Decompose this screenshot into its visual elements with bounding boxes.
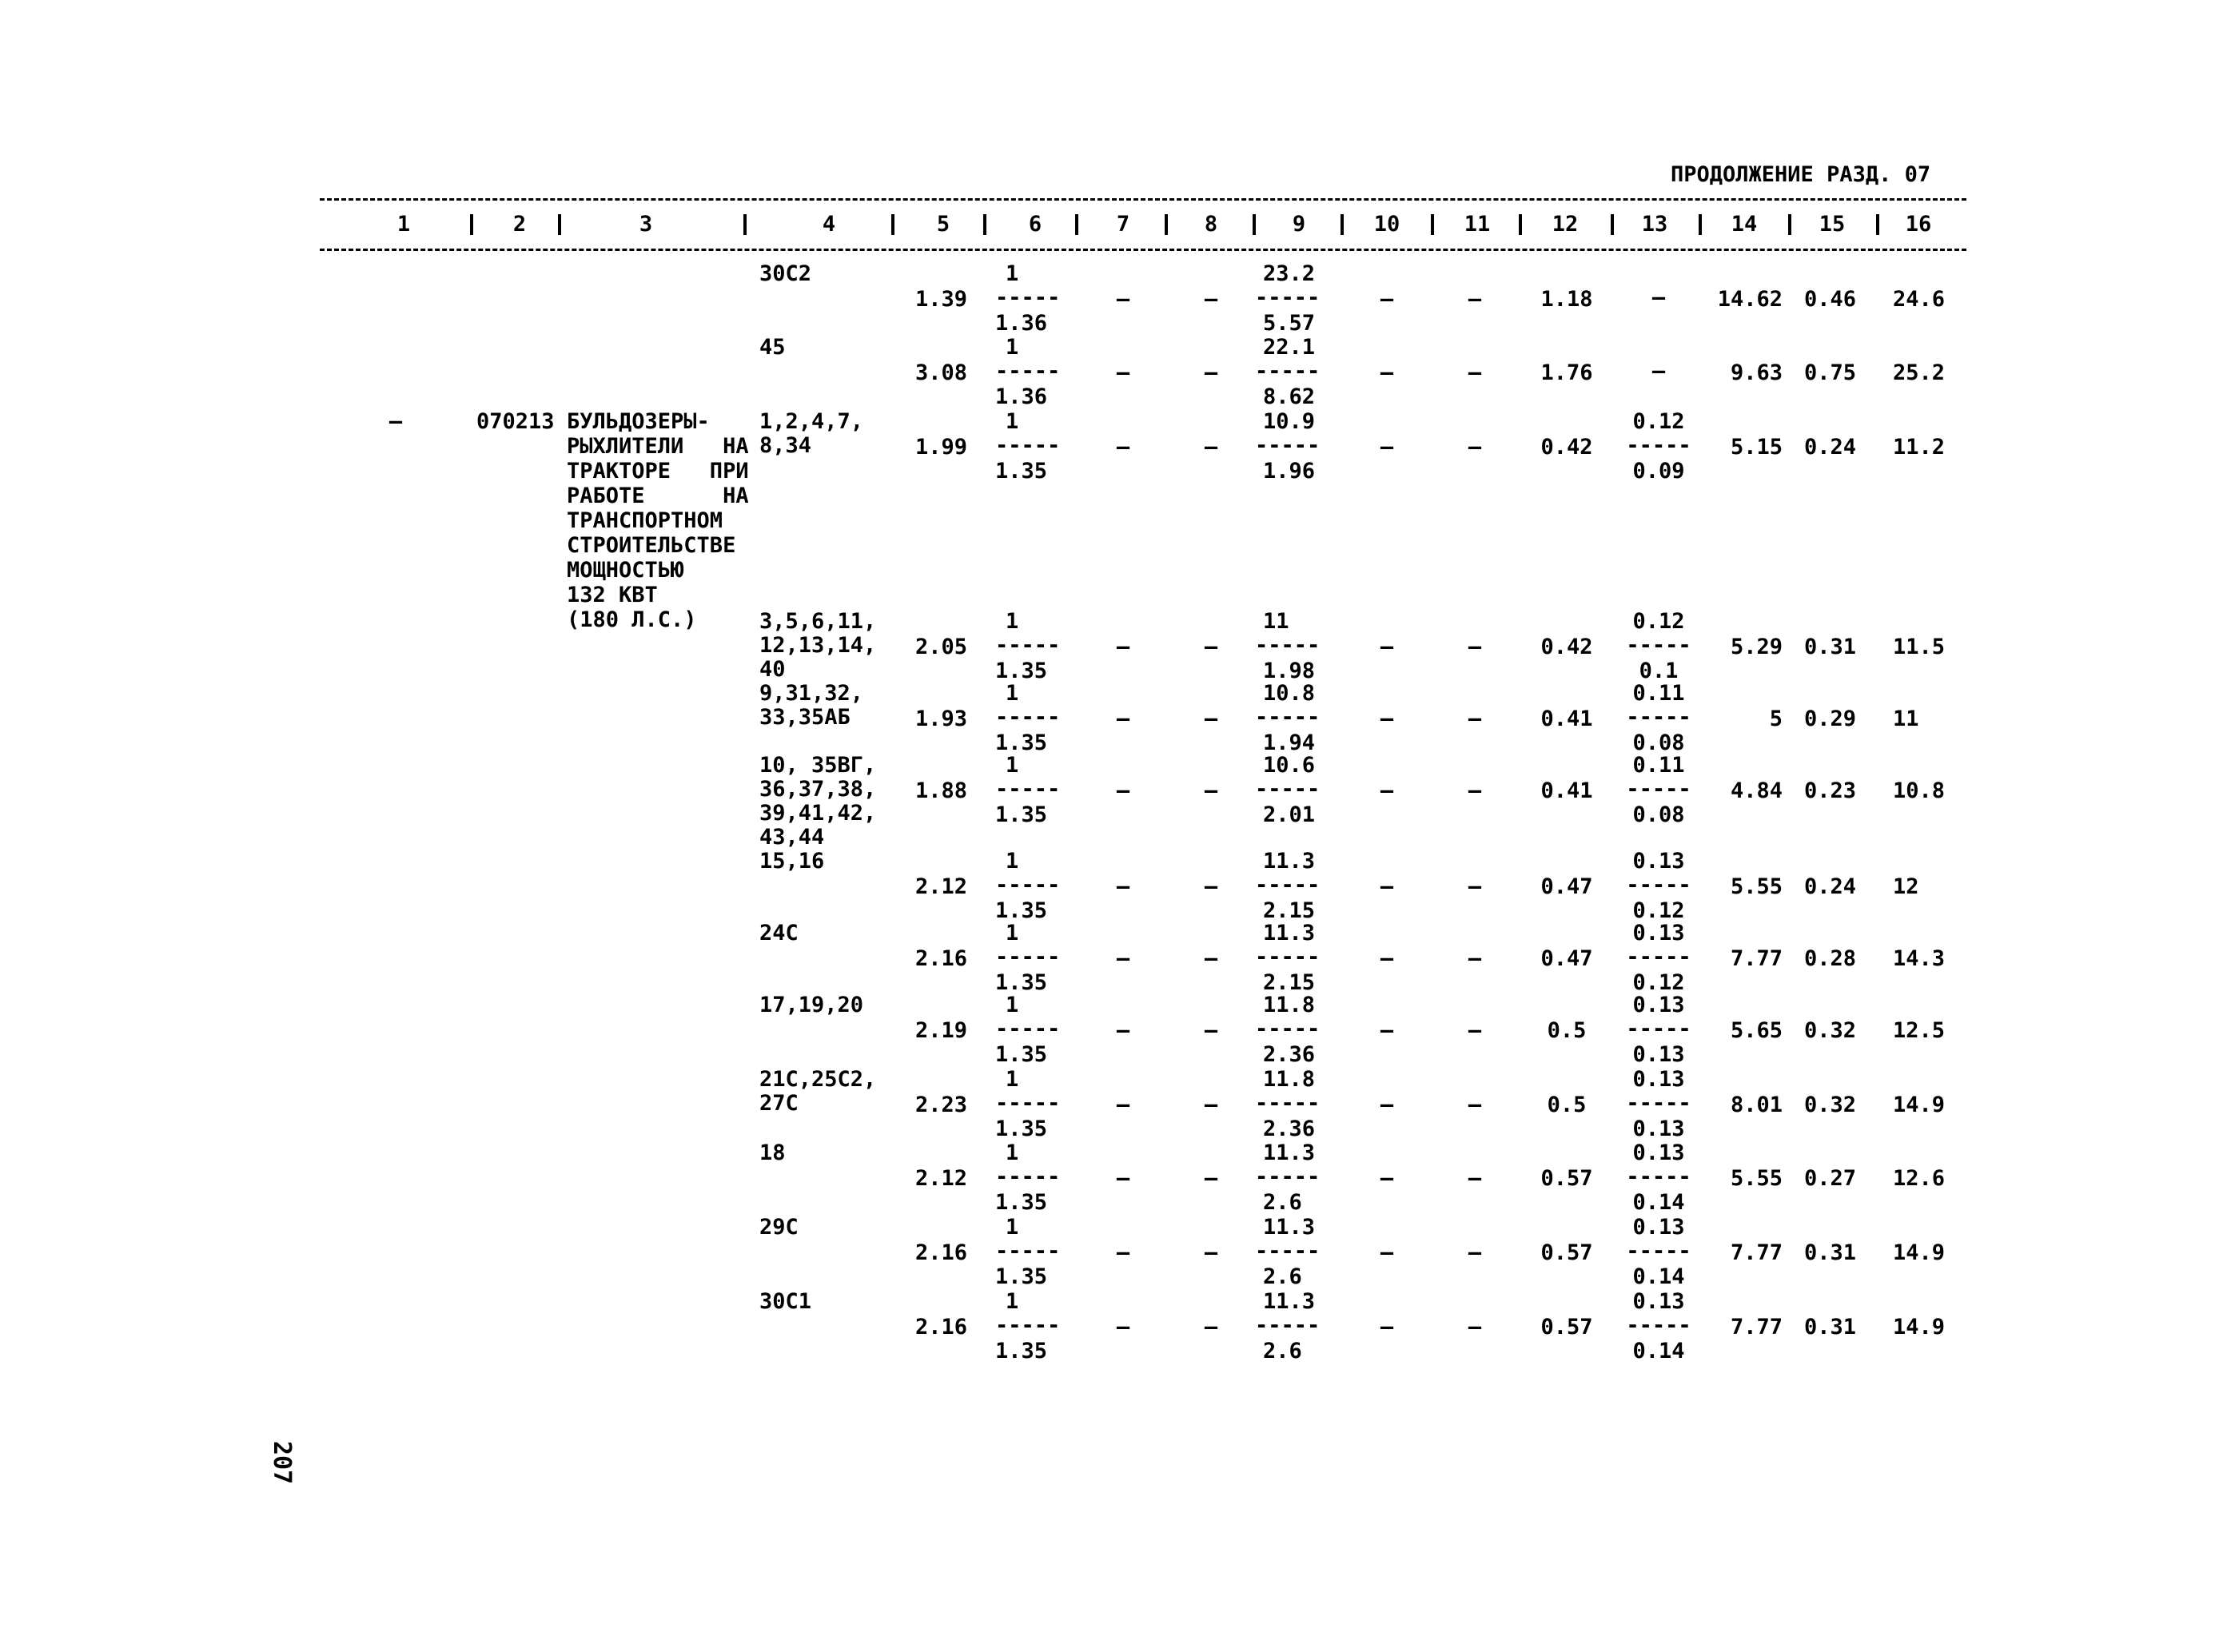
group-marker: –: [388, 409, 403, 434]
col16-value: 11.2: [1893, 435, 1946, 460]
col14-value: 5.55: [1730, 1166, 1783, 1191]
fraction-c9-den: 2.36: [1263, 1117, 1316, 1141]
col12-value: 0.42: [1540, 435, 1593, 460]
column-header-12: 12: [1552, 212, 1579, 237]
col10-value: –: [1380, 1018, 1394, 1043]
group-name-line: МОЩНОСТЬЮ: [567, 558, 684, 583]
fraction-c13-num: 0.13: [1632, 1140, 1685, 1165]
fraction-c6-den: 1.35: [995, 1117, 1048, 1141]
col10-value: –: [1380, 287, 1394, 312]
col15-value: 0.29: [1804, 707, 1857, 731]
machine-type-line: 30С2: [759, 261, 812, 286]
col10-value: –: [1380, 635, 1394, 659]
fraction-c6-bar: -----: [995, 945, 1061, 969]
column-header-13: 13: [1641, 212, 1668, 237]
fraction-c13-num: 0.13: [1632, 993, 1685, 1017]
fraction-c6-num: 1: [1006, 1215, 1019, 1240]
col15-value: 0.31: [1804, 1315, 1857, 1340]
fraction-c13-den: 0.1: [1639, 659, 1679, 683]
col16-value: 14.9: [1893, 1315, 1946, 1340]
col7-value: –: [1116, 635, 1130, 659]
machine-type-line: 30С1: [759, 1289, 812, 1314]
column-separator: [891, 214, 894, 235]
col8-value: –: [1204, 1166, 1218, 1191]
machine-type-line: 33,35АБ: [759, 705, 851, 730]
fraction-c9-den: 1.98: [1263, 659, 1316, 683]
col5-value: 2.19: [914, 1018, 967, 1043]
col7-value: –: [1116, 1240, 1130, 1265]
fraction-c13-bar: -----: [1626, 1239, 1691, 1264]
col10-value: –: [1380, 1166, 1394, 1191]
group-name-line: 132 КВТ: [567, 583, 658, 607]
col16-value: 24.6: [1893, 287, 1946, 312]
fraction-c9-den: 1.94: [1263, 730, 1316, 755]
col10-value: –: [1380, 946, 1394, 971]
col10-value: –: [1380, 435, 1394, 460]
fraction-c6-den: 1.36: [995, 311, 1048, 336]
col8-value: –: [1204, 435, 1218, 460]
column-separator: [743, 214, 747, 235]
header-bottom-rule: [320, 249, 1966, 251]
col10-value: –: [1380, 874, 1394, 899]
col11-value: –: [1468, 946, 1482, 971]
fraction-c13-num: 0.13: [1632, 1289, 1685, 1314]
column-header-15: 15: [1819, 212, 1846, 237]
column-header-1: 1: [396, 212, 411, 237]
column-header-8: 8: [1204, 212, 1218, 237]
col11-value: –: [1468, 707, 1482, 731]
header-top-rule: [320, 198, 1966, 201]
col10-value: –: [1380, 1093, 1394, 1117]
col5-value: 2.05: [914, 635, 967, 659]
col5-value: 1.39: [914, 287, 967, 312]
col14-value: 5.29: [1730, 635, 1783, 659]
fraction-c13-den: 0.12: [1632, 970, 1685, 995]
column-separator: [1519, 214, 1522, 235]
fraction-c6-num: 1: [1006, 993, 1019, 1017]
fraction-c6-den: 1.35: [995, 1264, 1048, 1289]
machine-type-line: 17,19,20: [759, 993, 864, 1017]
col11-value: –: [1468, 1018, 1482, 1043]
fraction-c13-bar: -----: [1626, 1313, 1691, 1338]
fraction-c6-den: 1.35: [995, 730, 1048, 755]
col11-value: –: [1468, 435, 1482, 460]
col5-value: 2.12: [914, 1166, 967, 1191]
fraction-c9-den: 2.6: [1263, 1339, 1302, 1363]
col15-value: 0.23: [1804, 778, 1857, 803]
col15-value: 0.28: [1804, 946, 1857, 971]
fraction-c9-den: 2.01: [1263, 802, 1316, 827]
col11-value: –: [1468, 778, 1482, 803]
machine-type-line: 27С: [759, 1091, 799, 1116]
fraction-c13-den: 0.12: [1632, 898, 1685, 923]
fraction-c6-bar: -----: [995, 359, 1061, 384]
col7-value: –: [1116, 1018, 1130, 1043]
machine-type-line: 29С: [759, 1215, 799, 1240]
fraction-c9-bar: -----: [1255, 873, 1321, 898]
fraction-c6-bar: -----: [995, 1239, 1061, 1264]
col14-value: 4.84: [1730, 778, 1783, 803]
fraction-c13-den: 0.08: [1632, 802, 1685, 827]
col11-value: –: [1468, 1093, 1482, 1117]
column-header-14: 14: [1731, 212, 1758, 237]
section-title: ПРОДОЛЖЕНИЕ РАЗД. 07: [1671, 162, 1931, 187]
fraction-c6-bar: -----: [995, 705, 1061, 730]
col11-value: –: [1468, 1315, 1482, 1340]
fraction-c6-den: 1.35: [995, 898, 1048, 923]
fraction-c13-num: 0.13: [1632, 1067, 1685, 1092]
fraction-c13-num: 0.12: [1632, 409, 1685, 434]
machine-type-line: 39,41,42,: [759, 801, 877, 826]
column-separator: [1341, 214, 1344, 235]
machine-type-line: 43,44: [759, 825, 825, 850]
fraction-c9-num: 10.8: [1263, 681, 1316, 706]
fraction-c6-bar: -----: [995, 433, 1061, 458]
col5-value: 2.23: [914, 1093, 967, 1117]
column-header-11: 11: [1464, 212, 1491, 237]
col7-value: –: [1116, 707, 1130, 731]
fraction-c6-num: 1: [1006, 609, 1019, 634]
fraction-c9-den: 2.15: [1263, 970, 1316, 995]
fraction-c13-den: 0.13: [1632, 1117, 1685, 1141]
group-name-line: ТРАКТОРЕ ПРИ: [567, 459, 749, 484]
fraction-c9-den: 1.96: [1263, 459, 1316, 484]
fraction-c6-den: 1.35: [995, 1339, 1048, 1363]
col12-value: 1.18: [1540, 287, 1593, 312]
col15-value: 0.32: [1804, 1018, 1857, 1043]
column-header-2: 2: [512, 212, 527, 237]
col5-value: 3.08: [914, 360, 967, 385]
column-separator: [470, 214, 473, 235]
fraction-c9-bar: -----: [1255, 705, 1321, 730]
fraction-c6-den: 1.35: [995, 1190, 1048, 1215]
machine-type-line: 24С: [759, 921, 799, 945]
fraction-c9-bar: -----: [1255, 433, 1321, 458]
fraction-c6-num: 1: [1006, 1067, 1019, 1092]
machine-type-line: 10, 35ВГ,: [759, 753, 877, 778]
fraction-c13-bar: -----: [1626, 777, 1691, 802]
col16-value: 10.8: [1893, 778, 1946, 803]
col11-value: –: [1468, 360, 1482, 385]
fraction-c6-den: 1.35: [995, 459, 1048, 484]
fraction-c6-num: 1: [1006, 261, 1019, 286]
col7-value: –: [1116, 287, 1130, 312]
column-header-7: 7: [1116, 212, 1130, 237]
machine-type-line: 1,2,4,7,: [759, 409, 864, 434]
col11-value: –: [1468, 874, 1482, 899]
col16-value: 14.9: [1893, 1093, 1946, 1117]
col15-value: 0.46: [1804, 287, 1857, 312]
fraction-c13-num: 0.11: [1632, 753, 1685, 778]
col14-value: 8.01: [1730, 1093, 1783, 1117]
col15-value: 0.31: [1804, 1240, 1857, 1265]
col16-value: 25.2: [1893, 360, 1946, 385]
column-header-10: 10: [1373, 212, 1400, 237]
fraction-c6-den: 1.35: [995, 970, 1048, 995]
fraction-c9-den: 2.6: [1263, 1264, 1302, 1289]
fraction-c13-num: 0.13: [1632, 1215, 1685, 1240]
fraction-c6-den: 1.36: [995, 384, 1048, 409]
column-header-16: 16: [1905, 212, 1932, 237]
fraction-c9-num: 11.8: [1263, 993, 1316, 1017]
fraction-c6-bar: -----: [995, 1313, 1061, 1338]
col8-value: –: [1204, 946, 1218, 971]
machine-type-line: 18: [759, 1140, 786, 1165]
fraction-c13-den: 0.09: [1632, 459, 1685, 484]
group-name-line: РАБОТЕ НА: [567, 484, 749, 508]
machine-type-line: 21С,25С2,: [759, 1067, 877, 1092]
col12-value: 0.47: [1540, 946, 1593, 971]
fraction-c6-bar: -----: [995, 1164, 1061, 1189]
fraction-c9-den: 8.62: [1263, 384, 1316, 409]
column-separator: [558, 214, 561, 235]
col16-value: 11.5: [1893, 635, 1946, 659]
fraction-c6-num: 1: [1006, 1289, 1019, 1314]
col7-value: –: [1116, 1315, 1130, 1340]
col12-value: 0.57: [1540, 1315, 1593, 1340]
fraction-c9-num: 11: [1263, 609, 1289, 634]
col15-value: 0.32: [1804, 1093, 1857, 1117]
fraction-c6-num: 1: [1006, 681, 1019, 706]
col5-value: 2.16: [914, 1315, 967, 1340]
column-separator: [1699, 214, 1702, 235]
fraction-c6-den: 1.35: [995, 802, 1048, 827]
fraction-c13-bar: -----: [1626, 433, 1691, 458]
fraction-c13-bar: –: [1651, 359, 1666, 384]
col14-value: 5.55: [1730, 874, 1783, 899]
group-name-line: (180 Л.С.): [567, 607, 697, 632]
column-header-5: 5: [936, 212, 950, 237]
col12-value: 0.47: [1540, 874, 1593, 899]
col8-value: –: [1204, 778, 1218, 803]
fraction-c9-bar: -----: [1255, 1017, 1321, 1041]
col12-value: 0.57: [1540, 1166, 1593, 1191]
fraction-c9-num: 23.2: [1263, 261, 1316, 286]
fraction-c6-den: 1.35: [995, 659, 1048, 683]
col11-value: –: [1468, 1240, 1482, 1265]
col14-value: 9.63: [1730, 360, 1783, 385]
machine-type-line: 3,5,6,11,: [759, 609, 877, 634]
fraction-c6-den: 1.35: [995, 1042, 1048, 1067]
fraction-c9-num: 11.8: [1263, 1067, 1316, 1092]
fraction-c13-bar: –: [1651, 285, 1666, 310]
fraction-c13-num: 0.13: [1632, 849, 1685, 874]
fraction-c13-bar: -----: [1626, 945, 1691, 969]
col8-value: –: [1204, 1093, 1218, 1117]
col5-value: 2.16: [914, 1240, 967, 1265]
col16-value: 11: [1893, 707, 1919, 731]
column-separator: [1075, 214, 1078, 235]
fraction-c13-bar: -----: [1626, 1017, 1691, 1041]
machine-type-line: 9,31,32,: [759, 681, 864, 706]
col12-value: 0.5: [1547, 1093, 1587, 1117]
col8-value: –: [1204, 1315, 1218, 1340]
fraction-c9-num: 10.6: [1263, 753, 1316, 778]
col12-value: 0.41: [1540, 707, 1593, 731]
fraction-c13-den: 0.13: [1632, 1042, 1685, 1067]
col7-value: –: [1116, 360, 1130, 385]
col5-value: 2.16: [914, 946, 967, 971]
col15-value: 0.31: [1804, 635, 1857, 659]
col12-value: 1.76: [1540, 360, 1593, 385]
fraction-c9-num: 11.3: [1263, 849, 1316, 874]
col14-value: 7.77: [1730, 946, 1783, 971]
column-separator: [1611, 214, 1614, 235]
col8-value: –: [1204, 1240, 1218, 1265]
column-separator: [1165, 214, 1168, 235]
fraction-c9-den: 2.15: [1263, 898, 1316, 923]
group-name-line: ТРАНСПОРТНОМ: [567, 508, 723, 533]
col8-value: –: [1204, 287, 1218, 312]
fraction-c9-bar: -----: [1255, 633, 1321, 658]
col5-value: 1.88: [914, 778, 967, 803]
col10-value: –: [1380, 778, 1394, 803]
fraction-c9-bar: -----: [1255, 777, 1321, 802]
fraction-c9-den: 2.36: [1263, 1042, 1316, 1067]
machine-type-line: 45: [759, 335, 786, 360]
fraction-c13-num: 0.11: [1632, 681, 1685, 706]
group-code: 070213: [476, 409, 555, 434]
fraction-c13-bar: -----: [1626, 873, 1691, 898]
fraction-c6-num: 1: [1006, 849, 1019, 874]
fraction-c6-bar: -----: [995, 633, 1061, 658]
col5-value: 1.93: [914, 707, 967, 731]
col15-value: 0.75: [1804, 360, 1857, 385]
col5-value: 2.12: [914, 874, 967, 899]
fraction-c9-num: 11.3: [1263, 1140, 1316, 1165]
col7-value: –: [1116, 946, 1130, 971]
page-number: 207: [268, 1440, 296, 1485]
col14-value: 7.77: [1730, 1240, 1783, 1265]
col14-value: 5.15: [1730, 435, 1783, 460]
col7-value: –: [1116, 874, 1130, 899]
col15-value: 0.27: [1804, 1166, 1857, 1191]
fraction-c13-bar: -----: [1626, 1091, 1691, 1116]
fraction-c6-bar: -----: [995, 1017, 1061, 1041]
col10-value: –: [1380, 707, 1394, 731]
col7-value: –: [1116, 778, 1130, 803]
col10-value: –: [1380, 1315, 1394, 1340]
col16-value: 12.5: [1893, 1018, 1946, 1043]
machine-type-line: 36,37,38,: [759, 777, 877, 802]
col16-value: 14.3: [1893, 946, 1946, 971]
fraction-c13-bar: -----: [1626, 1164, 1691, 1189]
fraction-c13-den: 0.14: [1632, 1264, 1685, 1289]
col16-value: 12.6: [1893, 1166, 1946, 1191]
column-header-4: 4: [822, 212, 836, 237]
group-name-line: БУЛЬДОЗЕРЫ-: [567, 409, 710, 434]
col7-value: –: [1116, 1093, 1130, 1117]
machine-type-line: 12,13,14,: [759, 633, 877, 658]
col15-value: 0.24: [1804, 435, 1857, 460]
col10-value: –: [1380, 1240, 1394, 1265]
machine-type-line: 40: [759, 657, 786, 682]
col14-value: 5: [1769, 707, 1783, 731]
fraction-c6-num: 1: [1006, 409, 1019, 434]
fraction-c13-bar: -----: [1626, 633, 1691, 658]
fraction-c13-den: 0.14: [1632, 1190, 1685, 1215]
group-name-line: СТРОИТЕЛЬСТВЕ: [567, 533, 736, 558]
column-separator: [1431, 214, 1434, 235]
col11-value: –: [1468, 635, 1482, 659]
fraction-c9-bar: -----: [1255, 945, 1321, 969]
column-separator: [983, 214, 986, 235]
fraction-c9-bar: -----: [1255, 1313, 1321, 1338]
col15-value: 0.24: [1804, 874, 1857, 899]
column-header-6: 6: [1028, 212, 1042, 237]
col8-value: –: [1204, 874, 1218, 899]
column-separator: [1253, 214, 1256, 235]
col8-value: –: [1204, 360, 1218, 385]
fraction-c13-den: 0.08: [1632, 730, 1685, 755]
col10-value: –: [1380, 360, 1394, 385]
fraction-c9-bar: -----: [1255, 359, 1321, 384]
fraction-c9-num: 11.3: [1263, 1215, 1316, 1240]
fraction-c9-bar: -----: [1255, 285, 1321, 310]
machine-type-line: 15,16: [759, 849, 825, 874]
fraction-c6-bar: -----: [995, 873, 1061, 898]
fraction-c13-num: 0.12: [1632, 609, 1685, 634]
col14-value: 7.77: [1730, 1315, 1783, 1340]
col12-value: 0.57: [1540, 1240, 1593, 1265]
fraction-c9-bar: -----: [1255, 1239, 1321, 1264]
fraction-c9-den: 2.6: [1263, 1190, 1302, 1215]
col12-value: 0.5: [1547, 1018, 1587, 1043]
col12-value: 0.41: [1540, 778, 1593, 803]
fraction-c6-num: 1: [1006, 335, 1019, 360]
fraction-c6-num: 1: [1006, 1140, 1019, 1165]
fraction-c6-bar: -----: [995, 1091, 1061, 1116]
fraction-c6-num: 1: [1006, 753, 1019, 778]
col14-value: 14.62: [1717, 287, 1783, 312]
group-name-line: РЫХЛИТЕЛИ НА: [567, 434, 749, 459]
fraction-c6-bar: -----: [995, 285, 1061, 310]
fraction-c9-num: 11.3: [1263, 1289, 1316, 1314]
col8-value: –: [1204, 635, 1218, 659]
col5-value: 1.99: [914, 435, 967, 460]
col11-value: –: [1468, 287, 1482, 312]
col16-value: 12: [1893, 874, 1919, 899]
col8-value: –: [1204, 1018, 1218, 1043]
col12-value: 0.42: [1540, 635, 1593, 659]
column-header-3: 3: [639, 212, 653, 237]
fraction-c6-num: 1: [1006, 921, 1019, 945]
fraction-c9-num: 11.3: [1263, 921, 1316, 945]
fraction-c9-num: 10.9: [1263, 409, 1316, 434]
fraction-c9-num: 22.1: [1263, 335, 1316, 360]
col7-value: –: [1116, 1166, 1130, 1191]
col11-value: –: [1468, 1166, 1482, 1191]
column-separator: [1876, 214, 1879, 235]
fraction-c13-num: 0.13: [1632, 921, 1685, 945]
fraction-c9-den: 5.57: [1263, 311, 1316, 336]
fraction-c9-bar: -----: [1255, 1091, 1321, 1116]
fraction-c9-bar: -----: [1255, 1164, 1321, 1189]
fraction-c13-bar: -----: [1626, 705, 1691, 730]
machine-type-line: 8,34: [759, 433, 812, 458]
col14-value: 5.65: [1730, 1018, 1783, 1043]
column-header-9: 9: [1292, 212, 1306, 237]
column-separator: [1788, 214, 1791, 235]
fraction-c6-bar: -----: [995, 777, 1061, 802]
col7-value: –: [1116, 435, 1130, 460]
col16-value: 14.9: [1893, 1240, 1946, 1265]
col8-value: –: [1204, 707, 1218, 731]
fraction-c13-den: 0.14: [1632, 1339, 1685, 1363]
